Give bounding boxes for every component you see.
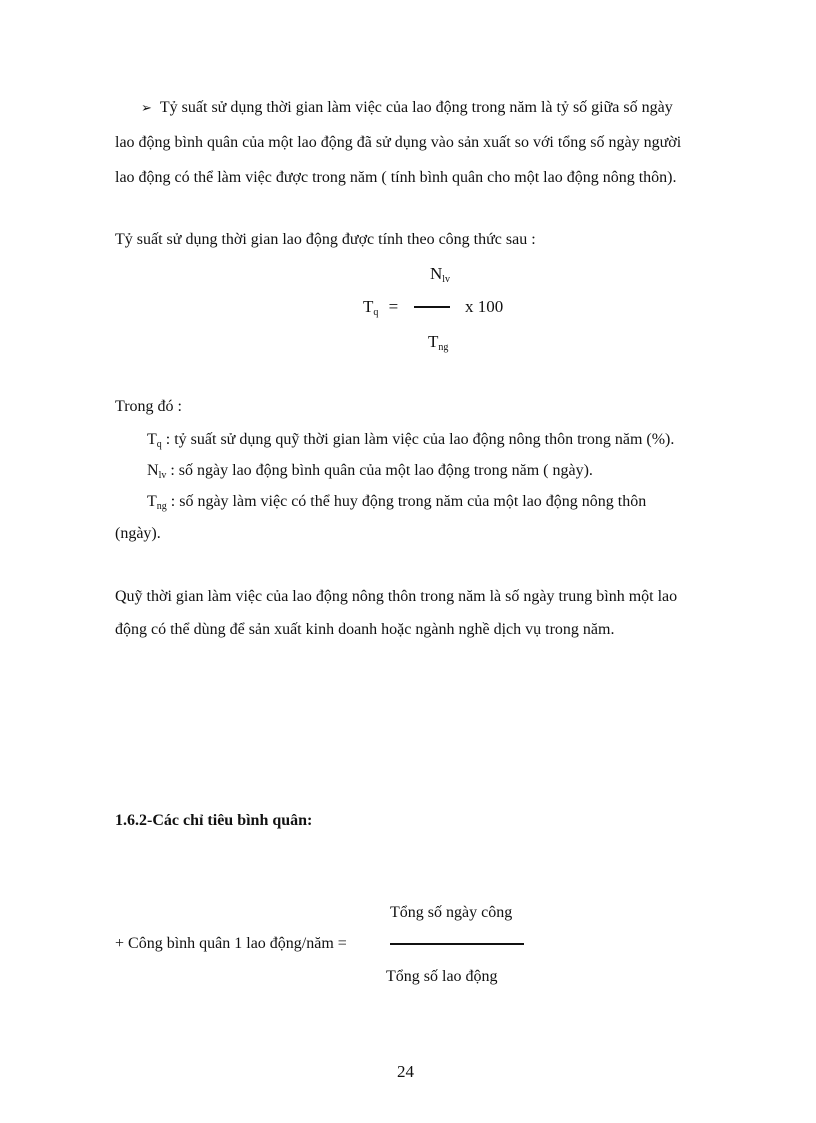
formula2-lhs: + Công bình quân 1 lao động/năm = <box>115 935 347 952</box>
definition-nlv: $N_{lv}$ : số ngày lao động bình quân của một lao động trong năm ( ngày). <box>147 462 593 481</box>
definition-continuation: (ngày). <box>115 525 161 542</box>
bullet-text-1: Tỷ suất sử dụng thời gian làm việc của lao động trong năm là tỷ số giữa số ngày <box>159 99 673 116</box>
formula1-denominator: $T_{ng}$ <box>428 332 449 353</box>
bullet-line-1 <box>141 99 673 117</box>
formula-intro: Tỷ suất sử dụng thời gian lao động được tính theo công thức sau : <box>115 231 536 248</box>
page-number: 24 <box>397 1062 414 1081</box>
where-label: Trong đó : <box>115 398 182 415</box>
definition-tq: $T_q$ : tỷ suất sử dụng quỹ thời gian làm việc của lao động nông thôn trong năm (%). <box>147 431 675 450</box>
formula2-fraction-bar <box>390 943 524 945</box>
paragraph-line-2: lao động bình quân của một lao động đã sử dụng vào sản xuất so với tổng số ngày người <box>115 134 682 151</box>
section2-line-1: Quỹ thời gian làm việc của lao động nông thôn trong năm là số ngày trung bình một lao <box>115 588 678 605</box>
definition-tng: $T_{ng}$ : số ngày làm việc có thể huy động trong năm của một lao động nông thôn <box>147 493 647 512</box>
arrow-bullet-icon: ➢ <box>141 101 152 116</box>
formula1-lhs: $T_q$ = <box>363 297 399 318</box>
formula1-fraction-bar <box>414 306 450 308</box>
paragraph-line-3: lao động có thể làm việc được trong năm ( tính bình quân cho một lao động nông thôn). <box>115 169 677 186</box>
section2-line-2: động có thể dùng để sản xuất kinh doanh hoặc ngành nghề dịch vụ trong năm. <box>115 621 615 638</box>
section-heading: 1.6.2-Các chỉ tiêu bình quân: <box>115 812 313 829</box>
formula1-numerator: $N_{lv}$ <box>430 264 451 285</box>
formula1-multiplier: x 100 <box>465 297 504 316</box>
formula2-denominator: Tổng số lao động <box>386 968 498 985</box>
formula2-numerator: Tổng số ngày công <box>390 904 513 921</box>
